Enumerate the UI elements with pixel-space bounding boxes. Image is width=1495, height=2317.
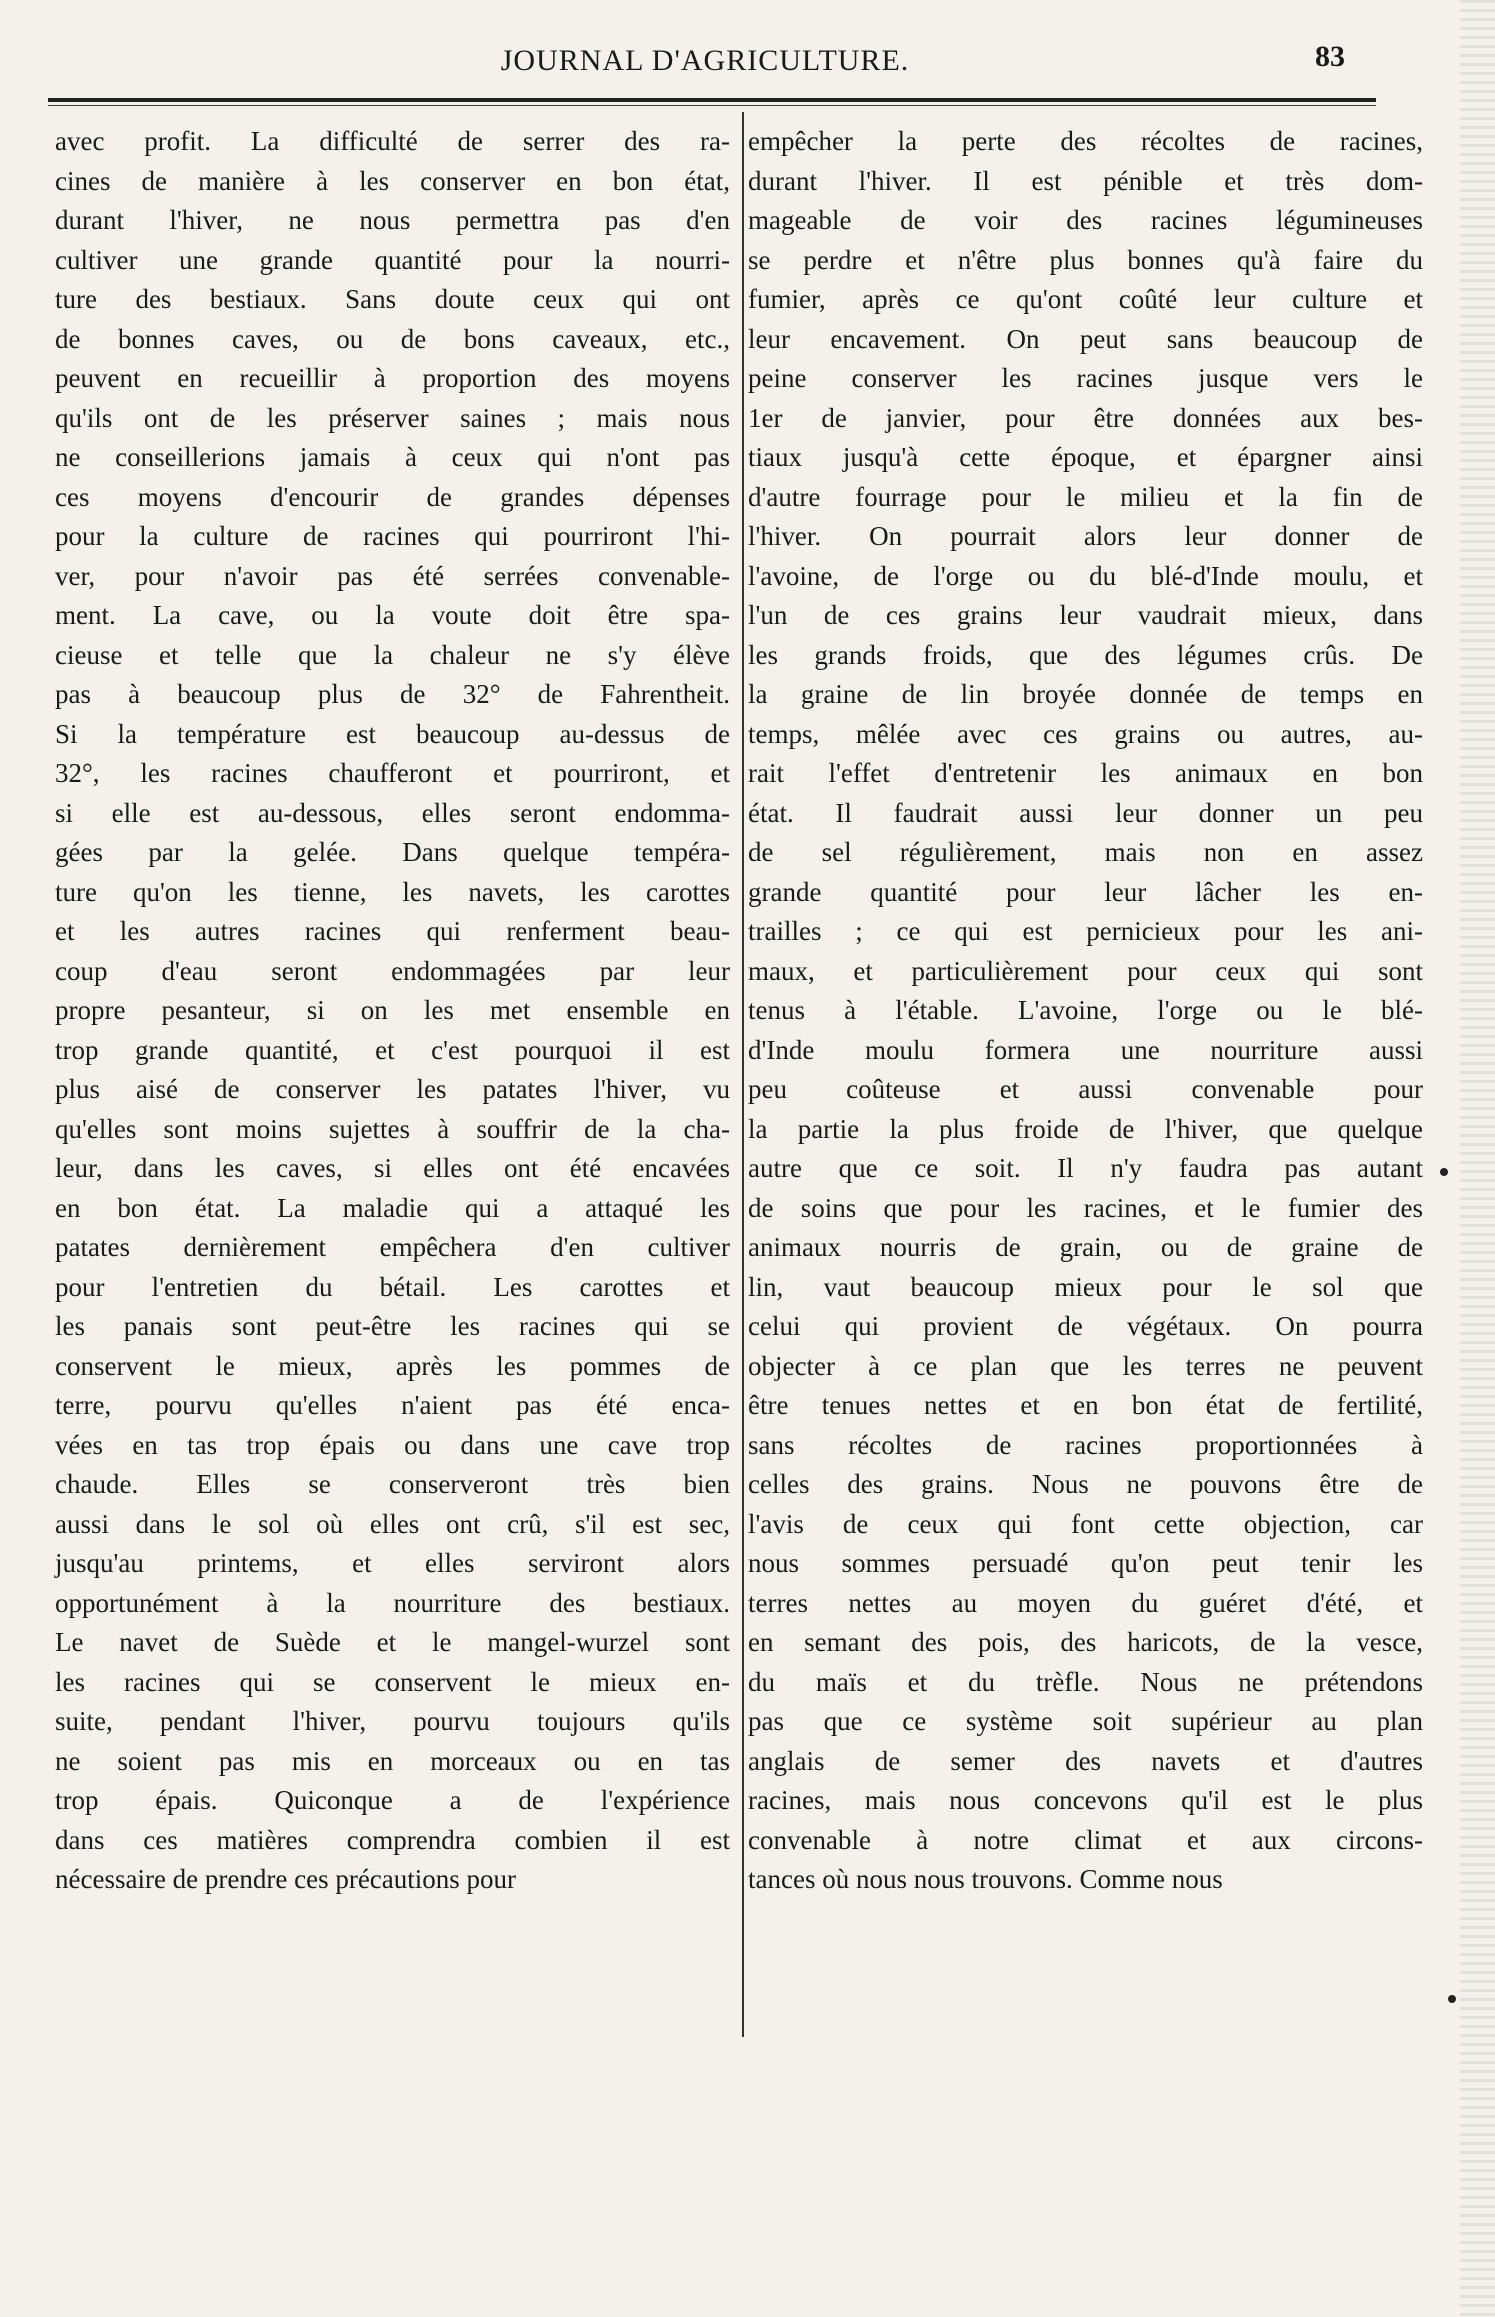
text-line: qu'elles sont moins sujettes à souffrir de la cha- bbox=[55, 1113, 730, 1144]
text-line: l'un de ces grains leur vaudrait mieux, dans bbox=[748, 600, 1423, 630]
header-rule-thin bbox=[48, 105, 1376, 106]
text-line: vées en tas trop épais ou dans une cave trop bbox=[55, 1429, 730, 1460]
text-line: pas à beaucoup plus de 32° de Fahrentheit. bbox=[55, 679, 730, 709]
text-line: peuvent en recueillir à proportion des moyens bbox=[55, 363, 730, 393]
text-line: Si la température est beaucoup au-dessus de bbox=[55, 718, 730, 749]
text-line: lin, vaut beaucoup mieux pour le sol que bbox=[748, 1271, 1423, 1302]
text-line: fumier, après ce qu'ont coûté leur culture et bbox=[748, 284, 1423, 314]
text-line: de bonnes caves, ou de bons caveaux, etc., bbox=[55, 323, 730, 354]
header-rule bbox=[48, 98, 1376, 102]
text-line: terre, pourvu qu'elles n'aient pas été enca- bbox=[55, 1390, 730, 1420]
page-number: 83 bbox=[1315, 40, 1345, 73]
text-line: pour la culture de racines qui pourriront l'hi- bbox=[55, 521, 730, 551]
text-line: cieuse et telle que la chaleur ne s'y élève bbox=[55, 639, 730, 670]
text-line: de sel régulièrement, mais non en assez bbox=[748, 837, 1423, 867]
text-line: ne conseillerions jamais à ceux qui n'ont pas bbox=[55, 442, 730, 472]
text-line: suite, pendant l'hiver, pourvu toujours qu'ils bbox=[55, 1706, 730, 1736]
text-line: patates dernièrement empêchera d'en cultiver bbox=[55, 1232, 730, 1262]
text-line: l'hiver. On pourrait alors leur donner de bbox=[748, 521, 1423, 551]
text-line: les panais sont peut-être les racines qui se bbox=[55, 1311, 730, 1341]
text-line: autre que ce soit. Il n'y faudra pas autant bbox=[748, 1153, 1423, 1183]
margin-mark bbox=[1440, 1168, 1448, 1176]
text-line: état. Il faudrait aussi leur donner un peu bbox=[748, 797, 1423, 828]
text-line: ne soient pas mis en morceaux ou en tas bbox=[55, 1745, 730, 1776]
text-line: leur encavement. On peut sans beaucoup de bbox=[748, 323, 1423, 354]
scan-edge bbox=[1460, 0, 1495, 2317]
text-line: opportunément à la nourriture des bestiaux. bbox=[55, 1587, 730, 1618]
text-line: qu'ils ont de les préserver saines ; mais nous bbox=[55, 402, 730, 433]
text-line: chaude. Elles se conserveront très bien bbox=[55, 1469, 730, 1499]
text-line: Le navet de Suède et le mangel-wurzel sont bbox=[55, 1627, 730, 1657]
left-column bbox=[55, 122, 730, 1900]
text-line: l'avis de ceux qui font cette objection, car bbox=[748, 1508, 1423, 1539]
text-line: objecter à ce plan que les terres ne peuvent bbox=[748, 1350, 1423, 1381]
text-line: dans ces matières comprendra combien il est bbox=[55, 1824, 730, 1855]
text-line: temps, mêlée avec ces grains ou autres, au- bbox=[748, 718, 1423, 749]
text-line: trailles ; ce qui est pernicieux pour les ani- bbox=[748, 916, 1423, 946]
text-line: racines, mais nous concevons qu'il est le plus bbox=[748, 1785, 1423, 1815]
text-line: ture qu'on les tienne, les navets, les carottes bbox=[55, 876, 730, 907]
text-line: se perdre et n'être plus bonnes qu'à faire du bbox=[748, 244, 1423, 275]
running-title: JOURNAL D'AGRICULTURE. bbox=[500, 44, 910, 77]
text-line: mageable de voir des racines légumineuses bbox=[748, 205, 1423, 235]
text-line: peu coûteuse et aussi convenable pour bbox=[748, 1074, 1423, 1104]
text-line: plus aisé de conserver les patates l'hiver, vu bbox=[55, 1074, 730, 1104]
text-line: convenable à notre climat et aux circons- bbox=[748, 1824, 1423, 1855]
text-line: trop épais. Quiconque a de l'expérience bbox=[55, 1785, 730, 1815]
text-line: l'avoine, de l'orge ou du blé-d'Inde moulu, et bbox=[748, 560, 1423, 591]
text-line: être tenues nettes et en bon état de fertilité, bbox=[748, 1390, 1423, 1420]
text-line: gées par la gelée. Dans quelque tempéra- bbox=[55, 837, 730, 867]
text-line: d'Inde moulu formera une nourriture aussi bbox=[748, 1034, 1423, 1065]
text-line: trop grande quantité, et c'est pourquoi il est bbox=[55, 1034, 730, 1065]
text-line: tiaux jusqu'à cette époque, et épargner ainsi bbox=[748, 442, 1423, 472]
text-line: rait l'effet d'entretenir les animaux en bon bbox=[748, 758, 1423, 788]
text-line: tenus à l'étable. L'avoine, l'orge ou le blé- bbox=[748, 995, 1423, 1025]
text-line: d'autre fourrage pour le milieu et la fin de bbox=[748, 481, 1423, 512]
text-line: anglais de semer des navets et d'autres bbox=[748, 1745, 1423, 1776]
text-line: de soins que pour les racines, et le fumier des bbox=[748, 1192, 1423, 1223]
text-line: nécessaire de prendre ces précautions pour bbox=[55, 1864, 517, 1894]
text-line: ver, pour n'avoir pas été serrées convenable- bbox=[55, 560, 730, 591]
text-line: si elle est au-dessous, elles seront endomma- bbox=[55, 797, 730, 828]
text-line: empêcher la perte des récoltes de racines, bbox=[748, 126, 1423, 156]
text-line: tances où nous nous trouvons. Comme nous bbox=[748, 1864, 1223, 1894]
text-line: maux, et particulièrement pour ceux qui sont bbox=[748, 955, 1423, 986]
text-line: ture des bestiaux. Sans doute ceux qui ont bbox=[55, 284, 730, 314]
text-line: jusqu'au printems, et elles serviront alors bbox=[55, 1548, 730, 1578]
text-line: conservent le mieux, après les pommes de bbox=[55, 1350, 730, 1381]
text-line: leur, dans les caves, si elles ont été encavées bbox=[55, 1153, 730, 1183]
right-column bbox=[748, 122, 1423, 1900]
text-line: 32°, les racines chaufferont et pourriront, et bbox=[55, 758, 730, 788]
text-line: propre pesanteur, si on les met ensemble en bbox=[55, 995, 730, 1025]
text-line: coup d'eau seront endommagées par leur bbox=[55, 955, 730, 986]
text-line: durant l'hiver. Il est pénible et très dom- bbox=[748, 165, 1423, 196]
text-line: pour l'entretien du bétail. Les carottes et bbox=[55, 1271, 730, 1302]
text-line: terres nettes au moyen du guéret d'été, et bbox=[748, 1587, 1423, 1618]
text-line: la graine de lin broyée donnée de temps en bbox=[748, 679, 1423, 709]
text-line: cines de manière à les conserver en bon état, bbox=[55, 165, 730, 196]
text-line: peine conserver les racines jusque vers le bbox=[748, 363, 1423, 393]
text-line: animaux nourris de grain, ou de graine de bbox=[748, 1232, 1423, 1262]
text-line: ment. La cave, ou la voute doit être spa- bbox=[55, 600, 730, 630]
margin-mark bbox=[1448, 1995, 1456, 2003]
text-line: grande quantité pour leur lâcher les en- bbox=[748, 876, 1423, 907]
text-line: aussi dans le sol où elles ont crû, s'il est sec, bbox=[55, 1508, 730, 1539]
text-line: cultiver une grande quantité pour la nourri- bbox=[55, 244, 730, 275]
text-line: la partie la plus froide de l'hiver, que quelque bbox=[748, 1113, 1423, 1144]
text-line: du maïs et du trèfle. Nous ne prétendons bbox=[748, 1666, 1423, 1697]
text-line: ces moyens d'encourir de grandes dépenses bbox=[55, 481, 730, 512]
text-line: avec profit. La difficulté de serrer des ra- bbox=[55, 126, 730, 156]
text-line: nous sommes persuadé qu'on peut tenir les bbox=[748, 1548, 1423, 1578]
text-line: pas que ce système soit supérieur au plan bbox=[748, 1706, 1423, 1736]
text-line: celui qui provient de végétaux. On pourra bbox=[748, 1311, 1423, 1341]
column-divider bbox=[742, 112, 744, 2037]
text-line: en semant des pois, des haricots, de la vesce, bbox=[748, 1627, 1423, 1657]
text-line: les racines qui se conservent le mieux en- bbox=[55, 1666, 730, 1697]
text-line: les grands froids, que des légumes crûs. De bbox=[748, 639, 1423, 670]
text-line: en bon état. La maladie qui a attaqué les bbox=[55, 1192, 730, 1223]
text-line: 1er de janvier, pour être données aux bes- bbox=[748, 402, 1423, 433]
text-line: et les autres racines qui renferment beau- bbox=[55, 916, 730, 946]
text-line: durant l'hiver, ne nous permettra pas d'en bbox=[55, 205, 730, 235]
text-line: sans récoltes de racines proportionnées à bbox=[748, 1429, 1423, 1460]
text-line: celles des grains. Nous ne pouvons être de bbox=[748, 1469, 1423, 1499]
